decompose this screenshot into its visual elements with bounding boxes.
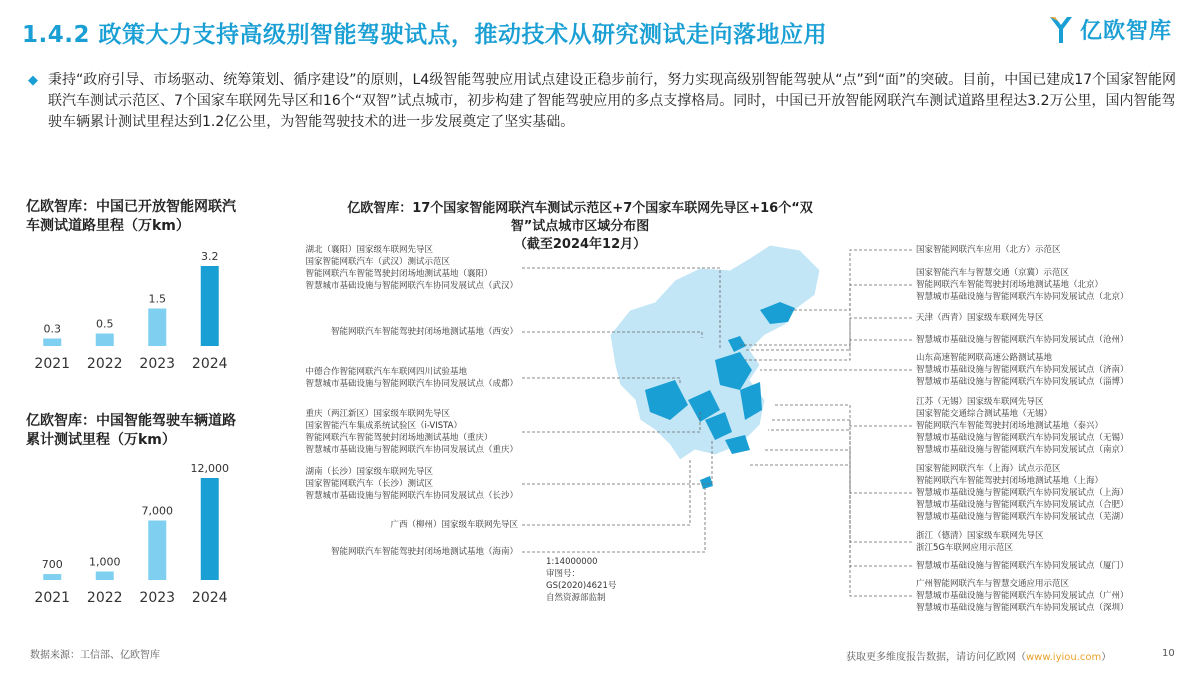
map-label-line: 国家智能汽车与智慧交通（京冀）示范区	[916, 268, 1070, 278]
map-authority: 自然资源部监制	[546, 593, 606, 603]
map-label-line: 智慧城市基础设施与智能网联汽车协同发展试点（上海）	[916, 488, 1129, 498]
left-label-group-4	[305, 466, 518, 502]
map-label-line: 智慧城市基础设施与智能网联汽车协同发展试点（北京）	[916, 292, 1129, 302]
value-label-2023: 7,000	[141, 504, 173, 518]
left-label-group-1	[331, 326, 518, 338]
map-label-line: 广西（柳州）国家级车联网先导区	[390, 520, 518, 530]
map-label-line: 智慧城市基础设施与智能网联汽车协同发展试点（成都）	[305, 379, 518, 389]
map-approval-note	[546, 556, 616, 604]
left-label-group-3	[305, 408, 518, 456]
left-label-group-2	[305, 366, 518, 390]
map-label-line: 湖北（襄阳）国家级车联网先导区	[305, 245, 433, 255]
map-label-line: 国家智能网联汽车（上海）试点示范区	[916, 464, 1061, 474]
map-label-line: 智慧城市基础设施与智能网联汽车协同发展试点（武汉）	[305, 281, 518, 291]
footer-more-text: 获取更多维度报告数据，请访问亿欧网（	[846, 652, 1026, 663]
map-label-line: 重庆（两江新区）国家级车联网先导区	[305, 409, 450, 419]
right-label-group-3	[916, 334, 1129, 346]
map-label-line: 智慧城市基础设施与智能网联汽车协同发展试点（沧州）	[916, 335, 1129, 345]
right-label-group-4	[916, 352, 1129, 388]
tick-label-2021: 2021	[34, 356, 71, 372]
map-label-line: 江苏（无锡）国家级车联网先导区	[916, 397, 1044, 407]
tick-label-2022: 2022	[86, 590, 123, 606]
map-label-line: 智慧城市基础设施与智能网联汽车协同发展试点（厦门）	[916, 561, 1129, 571]
test-mileage-bar-chart	[26, 454, 236, 614]
map-label-line: 国家智能汽车集成系统试验区（i-VISTA）	[305, 421, 462, 431]
footer-close-paren: ）	[1101, 652, 1112, 663]
map-label-line: 国家智能交通综合测试基地（无锡）	[916, 409, 1053, 419]
map-scale: 1:14000000	[546, 557, 598, 567]
data-source: 数据来源：工信部、亿欧智库	[30, 650, 160, 661]
logo-text: 亿欧智库	[1079, 19, 1172, 44]
map-approval-label: 审图号：	[546, 569, 581, 579]
chart-road-mileage	[26, 198, 236, 236]
road-mileage-bar-chart	[26, 240, 236, 380]
map-label-line: 智能网联汽车智能驾驶封闭场地测试基地（西安）	[330, 327, 518, 337]
map-label-line: 浙江（德清）国家级车联网先导区	[916, 531, 1044, 541]
map-label-line: 国家智能网联汽车应用（北方）示范区	[916, 245, 1061, 255]
bar-2023	[148, 521, 166, 581]
right-label-group-9	[916, 578, 1129, 614]
logo-mark-icon	[1048, 15, 1074, 45]
bar-2023	[148, 309, 166, 347]
map-label-line: 智能网联汽车智能驾驶封闭场地测试基地（北京）	[916, 280, 1104, 290]
map-label-line: 智慧城市基础设施与智能网联汽车协同发展试点（济南）	[916, 365, 1129, 375]
bar-2021	[43, 574, 61, 580]
map-label-line: 智慧城市基础设施与智能网联汽车协同发展试点（广州）	[916, 591, 1129, 601]
map-label-line: 智慧城市基础设施与智能网联汽车协同发展试点（长沙）	[305, 491, 518, 501]
map-label-line: 中德合作智能网联汽车车联网四川试验基地	[305, 367, 467, 377]
map-label-line: 国家智能网联汽车（长沙）测试区	[305, 479, 433, 489]
left-label-group-5	[390, 519, 518, 531]
value-label-2023: 1.5	[148, 292, 166, 306]
map-label-line: 智能网联汽车智能驾驶封闭场地测试基地（襄阳）	[305, 269, 493, 279]
value-label-2022: 1,000	[89, 555, 121, 569]
footer-more-info	[846, 648, 1111, 663]
bar-2024	[201, 478, 219, 580]
chart-title: 亿欧智库：中国已开放智能网联汽车测试道路里程（万km）	[26, 199, 236, 234]
bar-2024	[201, 266, 219, 346]
bar-2021	[43, 339, 61, 347]
value-label-2024: 12,000	[190, 462, 229, 475]
tick-label-2024: 2024	[191, 590, 228, 606]
map-label-line: 智慧城市基础设施与智能网联汽车协同发展试点（芜湖）	[916, 512, 1129, 522]
tick-label-2024: 2024	[191, 356, 228, 372]
right-label-group-2	[916, 312, 1044, 324]
map-label-line: 智能网联汽车智能驾驶封闭场地测试基地（海南）	[330, 547, 518, 557]
bar-2022	[96, 572, 114, 581]
right-label-group-6	[916, 463, 1129, 523]
map-label-line: 智慧城市基础设施与智能网联汽车协同发展试点（深圳）	[916, 603, 1129, 613]
map-label-line: 智慧城市基础设施与智能网联汽车协同发展试点（淄博）	[916, 377, 1129, 387]
right-label-group-5	[916, 396, 1129, 456]
map-label-line: 智能网联汽车智能驾驶封闭场地测试基地（上海）	[916, 476, 1104, 486]
left-label-group-6	[331, 546, 518, 558]
map-label-line: 智慧城市基础设施与智能网联汽车协同发展试点（无锡）	[916, 433, 1129, 443]
footer-link[interactable]: www.iyiou.com	[1026, 652, 1102, 663]
right-label-group-0	[916, 244, 1061, 256]
value-label-2022: 0.5	[96, 317, 114, 331]
chart-title: 亿欧智库：中国智能驾驶车辆道路累计测试里程（万km）	[26, 413, 236, 448]
diamond-bullet-icon: ◆	[28, 73, 38, 88]
map-label-line: 智慧城市基础设施与智能网联汽车协同发展试点（南京）	[916, 445, 1129, 455]
value-label-2021: 0.3	[43, 322, 61, 336]
intro-text: 秉持“政府引导、市场驱动、统筹策划、循序建设”的原则，L4级智能驾驶应用试点建设正稳步前行，努力实现高级别智能驾驶从“点”到“面”的突破。目前，中国已建成17个国家智能网联汽车测试示范区、7个国家车联网先导区和16个“双智”试点城市，初步构建了智能驾驶应用的多点支撑格局。同时，中国已开放智能网联汽车测试道路里程达3.2万公里，国内智能驾驶车辆累计测试里程达到1.2亿公里，为智能驾驶技术的进一步发展奠定了坚实基础。	[48, 72, 1177, 130]
left-label-group-0	[305, 244, 518, 292]
map-title-line2: （截至2024年12月）	[513, 237, 647, 252]
tick-label-2022: 2022	[86, 356, 123, 372]
bar-2022	[96, 334, 114, 347]
map-label-line: 浙江5G车联网应用示范区	[916, 543, 1013, 553]
brand-logo	[1048, 14, 1172, 45]
map-label-line: 智能网联汽车智能驾驶封闭场地测试基地（重庆）	[305, 433, 493, 443]
tick-label-2021: 2021	[34, 590, 71, 606]
page-title: 1.4.2 政策大力支持高级别智能驾驶试点，推动技术从研究测试走向落地应用	[22, 22, 827, 48]
chart-test-mileage	[26, 412, 236, 450]
map-label-line: 智能网联汽车智能驾驶封闭场地测试基地（泰兴）	[916, 421, 1104, 431]
value-label-2024: 3.2	[201, 250, 219, 263]
value-label-2021: 700	[41, 558, 63, 572]
map-label-line: 湖南（长沙）国家级车联网先导区	[305, 467, 433, 477]
map-label-line: 山东高速智能网联高速公路测试基地	[916, 353, 1053, 363]
map-title-line1: 亿欧智库：17个国家智能网联汽车测试示范区+7个国家车联网先导区+16个“双智”试点城市区域分布图	[347, 201, 813, 234]
tick-label-2023: 2023	[139, 356, 176, 372]
map-label-line: 广州智能网联汽车与智慧交通应用示范区	[916, 579, 1070, 589]
map-label-line: 智慧城市基础设施与智能网联汽车协同发展试点（合肥）	[916, 500, 1129, 510]
intro-paragraph	[28, 70, 1178, 133]
map-label-line: 国家智能网联汽车（武汉）测试示范区	[305, 257, 450, 267]
right-label-group-7	[916, 530, 1044, 554]
map-region-hainan	[700, 476, 713, 489]
map-label-line: 天津（西青）国家级车联网先导区	[916, 313, 1044, 323]
right-label-group-1	[916, 267, 1129, 303]
china-map	[600, 240, 850, 500]
map-approval-number: GS(2020)4621号	[546, 581, 617, 591]
page-number: 10	[1162, 648, 1175, 659]
map-label-line: 智慧城市基础设施与智能网联汽车协同发展试点（重庆）	[305, 445, 518, 455]
right-label-group-8	[916, 560, 1129, 572]
tick-label-2023: 2023	[139, 590, 176, 606]
